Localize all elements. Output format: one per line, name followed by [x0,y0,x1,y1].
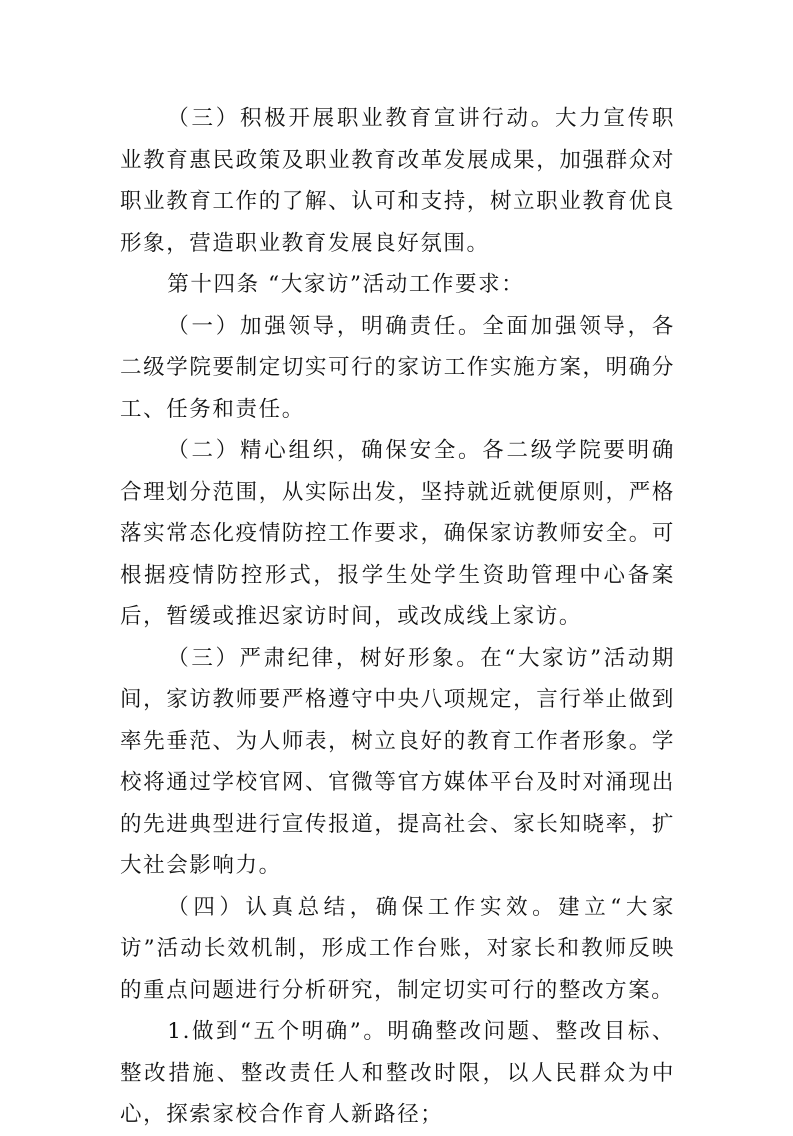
paragraph-publicity-action: （三）积极开展职业教育宣讲行动。大力宣传职业教育惠民政策及职业教育改革发展成果，加强群众对职业教育工作的了解、认可和支持，树立职业教育优良形象，营造职业教育发展良好氛围。 [120,106,675,256]
article-14-heading: 第十四条 “大家访”活动工作要求： [167,272,525,297]
paragraph-discipline-image: （三）严肃纪律，树好形象。在“大家访”活动期间，家访教师要严格遵守中央八项规定，言行举止做到率先垂范、为人师表，树立良好的教育工作者形象。学校将通过学校官网、官微等官方媒体平台及时对涌现出的先进典型进行宣传报道，提高社会、家长知晓率，扩大社会影响力。 [120,645,675,878]
paragraph-leadership: （一）加强领导，明确责任。全面加强领导，各二级学院要制定切实可行的家访工作实施方案，明确分工、任务和责任。 [120,313,675,422]
paragraph-organization-safety: （二）精心组织，确保安全。各二级学院要明确合理划分范围，从实际出发，坚持就近就便原则，严格落实常态化疫情防控工作要求，确保家访教师安全。可根据疫情防控形式，报学生处学生资助管理中心备案后，暂缓或推迟家访时间，或改成线上家访。 [120,438,675,629]
paragraph-five-clarities: 1.做到“五个明确”。明确整改问题、整改目标、整改措施、整改责任人和整改时限，以人民群众为中心，探索家校合作育人新路径； [120,1019,675,1127]
paragraph-summary-effect: （四）认真总结，确保工作实效。建立“大家访”活动长效机制，形成工作台账，对家长和教师反映的重点问题进行分析研究，制定切实可行的整改方案。 [120,894,675,1003]
